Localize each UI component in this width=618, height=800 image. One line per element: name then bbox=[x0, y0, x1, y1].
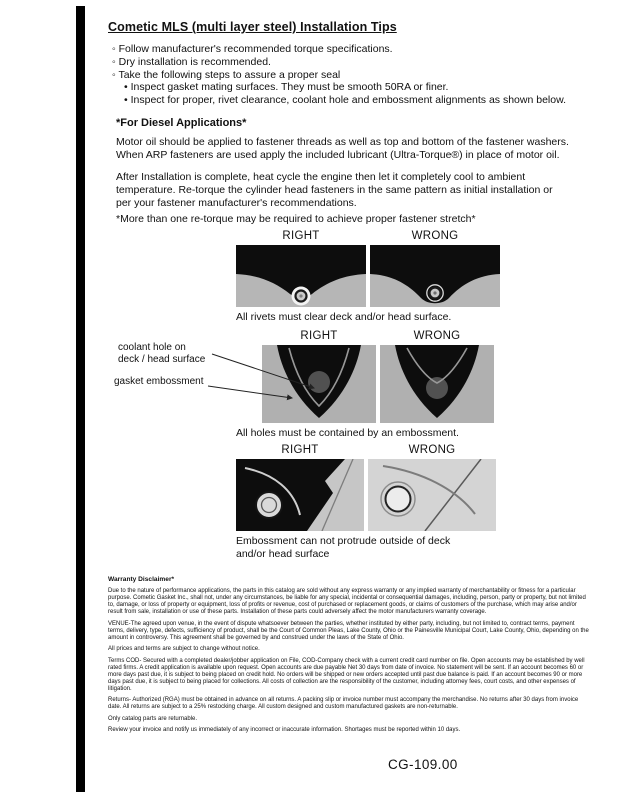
figure-row-embossment bbox=[236, 444, 496, 560]
warranty-paragraph: Returns- Authorized (RGA) must be obtained in advance on all returns. A packing slip or invoice number must accompany the merchandise. No returns after 30 days from invoice date. All returns are subject to a 25% restocking charge. All custom designed and custom manufactured gaskets are non-returnable. bbox=[108, 697, 579, 710]
warranty-heading: Warranty Disclaimer* bbox=[108, 576, 175, 583]
diesel-applications-heading: *For Diesel Applications* bbox=[116, 117, 247, 129]
tips-list bbox=[112, 43, 594, 107]
leader-lines bbox=[206, 340, 346, 410]
motor-oil-paragraph: Motor oil should be applied to fastener threads as well as top and bottom of the fastener washers. When ARP fasteners are used apply the included lubricant (Ultra-Torque®) in place of motor oil. bbox=[116, 136, 569, 161]
tip-item: ◦ Take the following steps to assure a proper seal bbox=[112, 69, 594, 82]
page-title: Cometic MLS (multi layer steel) Installation Tips bbox=[108, 20, 397, 34]
coolant-hole-label: coolant hole on deck / head surface bbox=[118, 342, 206, 365]
binding-edge bbox=[76, 6, 85, 792]
wrong-header: WRONG bbox=[408, 444, 456, 456]
figure-column-wrong bbox=[370, 230, 500, 307]
figure-row-holes bbox=[114, 330, 494, 440]
retorque-paragraph: After Installation is complete, heat cycle the engine then let it completely cool to ambient temperature. Re-torque the cylinder head fasteners in the same pattern as initial installation or per your fastener manufacturer's recommendations. bbox=[116, 171, 553, 209]
warranty-paragraph: Review your invoice and notify us immediately of any incorrect or inaccurate information. Shortages must be reported within 10 days. bbox=[108, 727, 461, 733]
right-header: RIGHT bbox=[281, 444, 319, 456]
figure-caption: Embossment can not protrude outside of deck and/or head surface bbox=[236, 535, 451, 560]
right-header: RIGHT bbox=[300, 330, 338, 342]
document-code: CG-109.00 bbox=[388, 757, 458, 772]
tip-subitem: • Inspect gasket mating surfaces. They must be smooth 50RA or finer. bbox=[124, 81, 594, 94]
tip-subitem: • Inspect for proper, rivet clearance, coolant hole and embossment alignments as shown below. bbox=[124, 94, 594, 107]
figure-column-right bbox=[236, 444, 364, 531]
warranty-section bbox=[108, 576, 590, 739]
figure-caption: All holes must be contained by an embossment. bbox=[236, 427, 459, 439]
wrong-header: WRONG bbox=[411, 230, 459, 242]
right-header: RIGHT bbox=[282, 230, 320, 242]
tip-item: ◦ Follow manufacturer's recommended torque specifications. bbox=[112, 43, 594, 56]
figure-column-wrong bbox=[380, 330, 494, 423]
figure-column-right bbox=[236, 230, 366, 307]
warranty-paragraph: Terms COD- Secured with a completed dealer/jobber application on File, COD-Company check with a current credit card number on file. Open accounts may be established by well rated firms. A credit application is available upon request. Open accounts are due payable Net 30 days from date of invoice. No statement will be sent. If an account becomes 60 or more days past due, it is subject to being placed on credit hold. No orders will be shipped or new orders accepted until past due balance is paid. If an account becomes 90 or more days past due, it is subject to being placed for collections. All costs of collection are the responsibility of the customer, including attorney fees, court costs, and other expenses of litigation. bbox=[108, 657, 585, 692]
warranty-paragraph: Only catalog parts are returnable. bbox=[108, 715, 198, 722]
tip-item: ◦ Dry installation is recommended. bbox=[112, 56, 594, 69]
warranty-paragraph: Due to the nature of performance applications, the parts in this catalog are sold without any express warranty or any implied warranty of merchantability or fitness for a particular purpose. Cometic Gasket Inc., shall not, under any circumstances, be liable for any special, incidental or consequential damages, including, person, party or property, but not limited to, damage, or loss of property or equipment, loss of profits or revenue, cost of purchased or replacement goods, or claims of customers of the purchase, which may arise and/or result from sale, installation or use of these parts. Installation of these parts could adversely affect the motor manufacturers warranty coverage. bbox=[108, 588, 586, 615]
embossment-protrude-wrong-diagram bbox=[368, 459, 496, 531]
warranty-paragraph: VENUE-The agreed upon venue, in the event of dispute whatsoever between the parties, whether instituted by either party, including, but not limited to, contract terms, payment terms, delivery, type, defects, sufficiency of product, shall be the Court of Common Pleas, Lake County, Ohio or the Painesville Municipal Court, Lake County, Ohio, depending on the amount in controversy. This agreement shall be governed by and construed under the laws of the State of Ohio. bbox=[108, 620, 589, 641]
rivet-clear-wrong-diagram bbox=[370, 245, 500, 307]
gasket-embossment-label: gasket embossment bbox=[114, 376, 204, 387]
rivet-clear-right-diagram bbox=[236, 245, 366, 307]
figure-caption: All rivets must clear deck and/or head surface. bbox=[236, 311, 452, 323]
warranty-paragraph: All prices and terms are subject to change without notice. bbox=[108, 646, 260, 652]
figure-column-wrong bbox=[368, 444, 496, 531]
wrong-header: WRONG bbox=[413, 330, 461, 342]
hole-contained-wrong-diagram bbox=[380, 345, 494, 423]
embossment-inside-right-diagram bbox=[236, 459, 364, 531]
figure-row-rivets bbox=[236, 230, 500, 324]
retorque-note: *More than one re-torque may be required to achieve proper fastener stretch* bbox=[116, 213, 476, 225]
